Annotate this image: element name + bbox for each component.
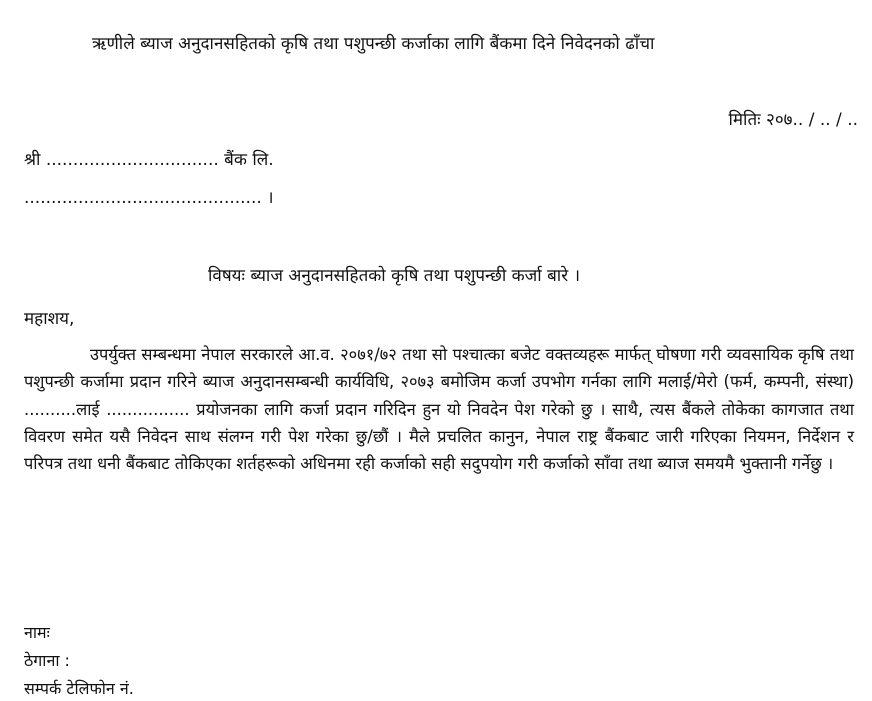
salutation: महाशय, xyxy=(24,309,75,329)
date-line: मितिः २०७.. / .. / .. xyxy=(728,110,858,130)
letter-body xyxy=(24,341,854,477)
recipient-bank-line: श्री ................................ बैंक लि. xyxy=(24,150,274,170)
signature-phone-label: सम्पर्क टेलिफोन नं. xyxy=(24,679,134,698)
body-paragraph: उपर्युक्त सम्बन्धमा नेपाल सरकारले आ.व. २०७१/७२ तथा सो पश्चात्का बजेट वक्तव्यहरू मार्फत् घोषणा गरी व्यवसायिक कृषि तथा पशुपन्छी कर्जामा प्रदान गरिने ब्याज अनुदानसम्बन्धी कार्यविधि, २०७३ बमोजिम कर्जा उपभोग गर्नका लागि मलाई/मेरो (फर्म, कम्पनी, संस्था) ..........लाई ................ प्रयोजनका लागि कर्जा प्रदान गरिदिन हुन यो निवदेन पेश गरेको छु । साथै, त्यस बैंकले तोकेका कागजात तथा विवरण समेत यसै निवेदन साथ संलग्न गरी पेश गरेका छु/छौं । मैले प्रचलित कानुन, नेपाल राष्ट्र बैंकबाट जारी गरिएका नियमन, निर्देशन र परिपत्र तथा धनी बैंकबाट तोकिएका शर्तहरूको अधिनमा रही कर्जाको सही सदुपयोग गरी कर्जाको साँवा तथा ब्याज समयमै भुक्तानी गर्नेछु । xyxy=(24,345,854,474)
recipient-address-line: ............................................ । xyxy=(24,188,274,208)
signature-name-label: नामः xyxy=(24,623,50,642)
document-title: ऋणीले ब्याज अनुदानसहितको कृषि तथा पशुपन्छी कर्जाका लागि बैंकमा दिने निवेदनको ढाँचा xyxy=(92,34,655,54)
signature-address-label: ठेगाना : xyxy=(24,651,70,670)
subject-line: विषयः ब्याज अनुदानसहितको कृषि तथा पशुपन्छी कर्जा बारे । xyxy=(208,266,581,286)
